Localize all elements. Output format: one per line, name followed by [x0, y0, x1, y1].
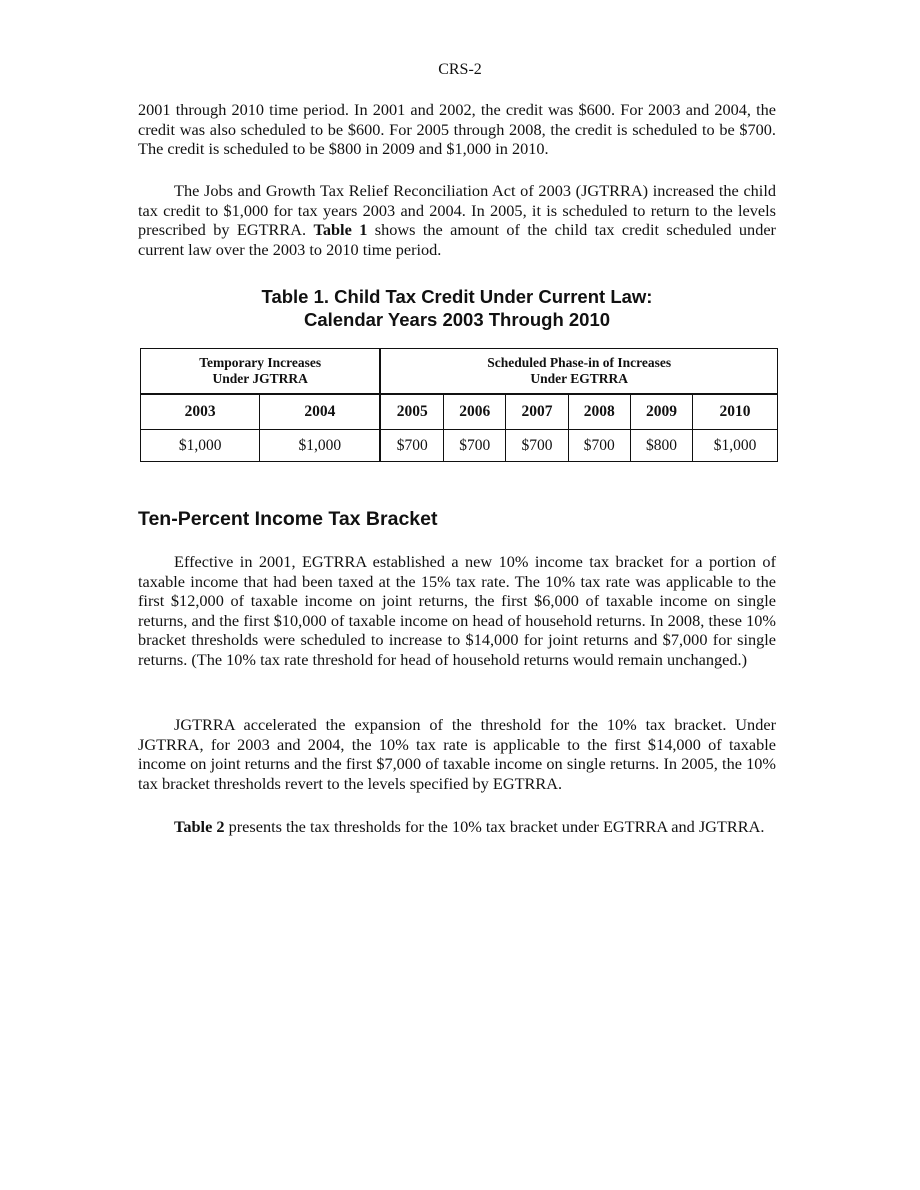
year-cell: 2008: [568, 394, 630, 430]
table-1-reference: Table 1: [313, 220, 368, 239]
group-header-egtrra-line-2: Under EGTRRA: [530, 371, 629, 386]
paragraph-5-text: presents the tax thresholds for the 10% tax bracket under EGTRRA and JGTRRA.: [224, 817, 765, 836]
paragraph-1: 2001 through 2010 time period. In 2001 and 2002, the credit was $600. For 2003 and 2004, the credit was also scheduled to be $600. For 2005 through 2008, the credit is scheduled to be $700. The credit is scheduled to be $800 in 2009 and $1,000 in 2010.: [138, 100, 776, 158]
group-header-jgtrra-line-2: Under JGTRRA: [212, 371, 308, 386]
table-1-title: [138, 285, 776, 331]
table-2-reference: Table 2: [174, 817, 225, 836]
year-cell: 2010: [693, 394, 778, 430]
paragraph-2: [138, 181, 776, 259]
group-header-egtrra-line-1: Scheduled Phase-in of Increases: [487, 355, 672, 370]
paragraph-2-text-end: shows the amount of the child tax credit scheduled under current law over the 2003 to 2010 time period.: [138, 220, 776, 259]
credit-value-cell: $1,000: [693, 430, 778, 462]
credit-value-cell: $700: [444, 430, 506, 462]
credit-value-cell: $700: [568, 430, 630, 462]
credit-value-cell: $800: [630, 430, 692, 462]
paragraph-2-text: The Jobs and Growth Tax Relief Reconciliation Act of 2003 (JGTRRA) increased the child tax credit to $1,000 for tax years 2003 and 2004. In 2005, it is scheduled to return to the levels prescribed by EGTRRA.: [138, 181, 776, 239]
paragraph-3: Effective in 2001, EGTRRA established a new 10% income tax bracket for a portion of taxable income that had been taxed at the 15% tax rate. The 10% tax rate was applicable to the first $12,000 of taxable income on joint returns, the first $6,000 of taxable income on single returns, and the first $10,000 of taxable income on head of household returns. In 2008, these 10% bracket thresholds were scheduled to increase to $14,000 for joint returns and $7,000 for single returns. (The 10% tax rate threshold for head of household returns would remain unchanged.): [138, 552, 776, 669]
year-cell: 2007: [506, 394, 568, 430]
group-header-egtrra: [380, 349, 777, 395]
year-cell: 2009: [630, 394, 692, 430]
year-cell: 2006: [444, 394, 506, 430]
table-group-header-row: [141, 349, 778, 395]
year-cell: 2005: [380, 394, 443, 430]
credit-value-cell: $1,000: [141, 430, 260, 462]
child-tax-credit-table: [140, 348, 778, 462]
section-heading: Ten-Percent Income Tax Bracket: [138, 508, 438, 530]
year-cell: 2003: [141, 394, 260, 430]
credit-value-cell: $700: [506, 430, 568, 462]
group-header-jgtrra: [141, 349, 381, 395]
page-number: CRS-2: [438, 61, 482, 78]
credit-value-cell: $1,000: [260, 430, 381, 462]
paragraph-5: [138, 817, 776, 837]
table-1-title-line-2: Calendar Years 2003 Through 2010: [303, 309, 611, 330]
group-header-jgtrra-line-1: Temporary Increases: [199, 355, 322, 370]
table-year-row: [141, 394, 778, 430]
paragraph-4: JGTRRA accelerated the expansion of the threshold for the 10% tax bracket. Under JGTRRA, for 2003 and 2004, the 10% tax rate is applicable to the first $14,000 of taxable income on joint returns and the first $7,000 of taxable income on single returns. In 2005, the 10% tax bracket thresholds revert to the levels specified by EGTRRA.: [138, 715, 776, 793]
table-1-title-line-1: Table 1. Child Tax Credit Under Current Law:: [261, 286, 653, 307]
credit-value-cell: $700: [380, 430, 443, 462]
year-cell: 2004: [260, 394, 381, 430]
table-value-row: [141, 430, 778, 462]
